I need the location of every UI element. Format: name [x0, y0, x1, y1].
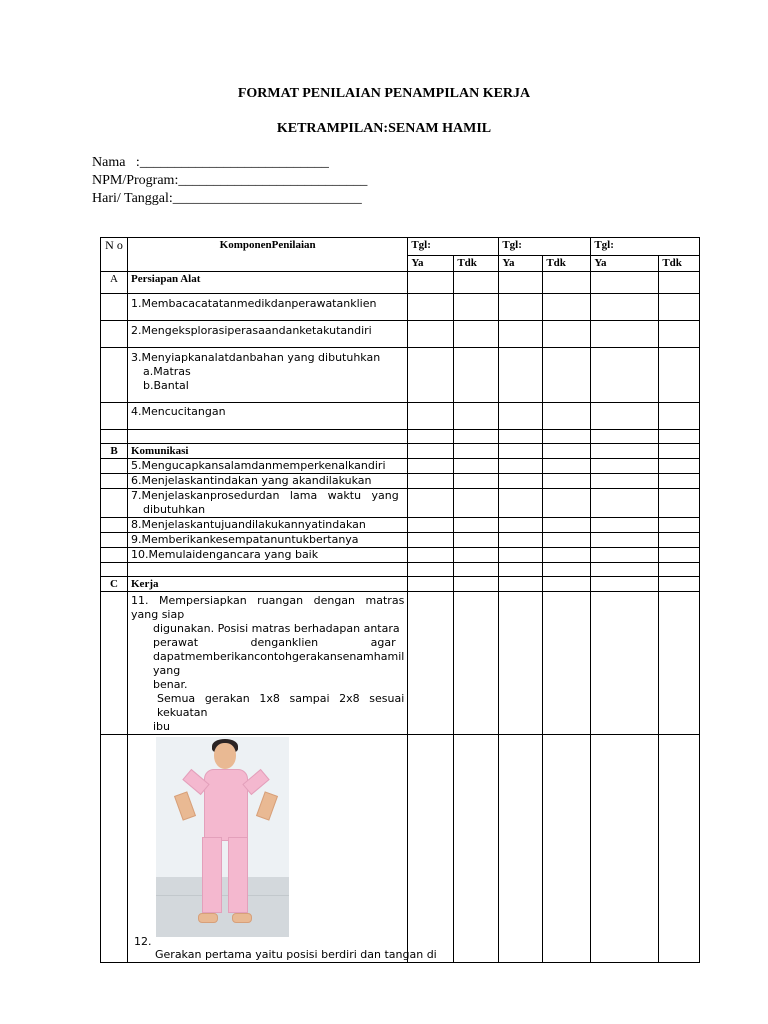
check-cell[interactable]	[499, 294, 543, 321]
section-title: Komunikasi	[128, 444, 408, 459]
item-row: 6.Menjelaskantindakan yang akandilakukan	[128, 474, 408, 489]
check-cell[interactable]	[591, 518, 659, 533]
assessment-table	[100, 237, 700, 963]
check-cell[interactable]	[499, 548, 543, 563]
check-cell[interactable]	[499, 489, 543, 518]
check-cell[interactable]	[499, 518, 543, 533]
check-cell[interactable]	[659, 272, 700, 294]
check-cell[interactable]	[659, 592, 700, 735]
item-row: 9.Memberikankesempatanuntukbertanya	[128, 533, 408, 548]
check-cell[interactable]	[408, 294, 454, 321]
check-cell[interactable]	[659, 474, 700, 489]
ya-header: Ya	[499, 256, 543, 272]
check-cell[interactable]	[454, 321, 499, 348]
section-letter: B	[101, 444, 128, 459]
check-cell[interactable]	[408, 272, 454, 294]
check-cell[interactable]	[408, 348, 454, 403]
check-cell[interactable]	[591, 294, 659, 321]
check-cell[interactable]	[499, 459, 543, 474]
check-cell[interactable]	[543, 474, 591, 489]
item-row: 8.Menjelaskantujuandilakukannyatindakan	[128, 518, 408, 533]
check-cell[interactable]	[543, 321, 591, 348]
check-cell[interactable]	[408, 533, 454, 548]
check-cell[interactable]	[543, 294, 591, 321]
check-cell[interactable]	[543, 548, 591, 563]
check-cell[interactable]	[591, 474, 659, 489]
item-row: 2.Mengeksplorasiperasaandanketakutandiri	[128, 321, 408, 348]
check-cell[interactable]	[499, 592, 543, 735]
check-cell[interactable]	[543, 735, 591, 963]
item-row: 5.Mengucapkansalamdanmemperkenalkandiri	[128, 459, 408, 474]
check-cell[interactable]	[543, 592, 591, 735]
check-cell[interactable]	[659, 735, 700, 963]
check-cell[interactable]	[499, 735, 543, 963]
check-cell[interactable]	[408, 735, 454, 963]
npm-field: NPM/Program:___________________________	[92, 173, 368, 188]
ya-header: Ya	[408, 256, 454, 272]
check-cell[interactable]	[454, 474, 499, 489]
document-title: FORMAT PENILAIAN PENAMPILAN KERJA	[237, 86, 531, 101]
check-cell[interactable]	[408, 592, 454, 735]
tgl-header-2: Tgl:	[499, 238, 591, 256]
check-cell[interactable]	[543, 489, 591, 518]
item-row: 1.Membacacatatanmedikdanperawatanklien	[128, 294, 408, 321]
item-row: 7.Menjelaskanprosedurdan lama waktu yang dibutuhkan	[128, 489, 408, 518]
check-cell[interactable]	[408, 548, 454, 563]
check-cell[interactable]	[659, 459, 700, 474]
check-cell[interactable]	[591, 321, 659, 348]
check-cell[interactable]	[659, 348, 700, 403]
check-cell[interactable]	[659, 489, 700, 518]
nama-field: Nama :___________________________	[92, 155, 329, 170]
tgl-header-3: Tgl:	[591, 238, 700, 256]
check-cell[interactable]	[499, 348, 543, 403]
check-cell[interactable]	[591, 735, 659, 963]
check-cell[interactable]	[591, 403, 659, 430]
check-cell[interactable]	[454, 348, 499, 403]
check-cell[interactable]	[591, 533, 659, 548]
check-cell[interactable]	[543, 403, 591, 430]
item-row	[128, 735, 437, 963]
section-title: Kerja	[128, 577, 408, 592]
tdk-header: Tdk	[454, 256, 499, 272]
section-letter: C	[101, 577, 128, 592]
check-cell[interactable]	[659, 518, 700, 533]
check-cell[interactable]	[454, 548, 499, 563]
item-row: 11. Mempersiapkan ruangan dengan matras yang siap digunakan. Posisi matras berhadapan antara perawat denganklien agar dapatmemberikancontohgerakansenamhamil yang benar. Semua gerakan 1x8 sampai 2x8 sesuai kekuatan ibu	[128, 592, 408, 735]
hari-tanggal-field: Hari/ Tanggal:___________________________	[92, 191, 362, 206]
check-cell[interactable]	[591, 592, 659, 735]
item-row: 4.Mencucitangan	[128, 403, 408, 430]
check-cell[interactable]	[591, 548, 659, 563]
col-no-header: N o	[101, 238, 128, 272]
check-cell[interactable]	[408, 459, 454, 474]
check-cell[interactable]	[454, 294, 499, 321]
check-cell[interactable]	[454, 533, 499, 548]
check-cell[interactable]	[543, 459, 591, 474]
tdk-header: Tdk	[543, 256, 591, 272]
col-komponen-header: KomponenPenilaian	[128, 238, 408, 272]
document-subtitle: KETRAMPILAN:SENAM HAMIL	[276, 121, 492, 136]
check-cell[interactable]	[454, 489, 499, 518]
item-number: 12.	[134, 935, 152, 948]
check-cell[interactable]	[543, 533, 591, 548]
check-cell[interactable]	[591, 272, 659, 294]
check-cell[interactable]	[454, 518, 499, 533]
check-cell[interactable]	[543, 518, 591, 533]
check-cell[interactable]	[659, 294, 700, 321]
check-cell[interactable]	[659, 321, 700, 348]
section-title: Persiapan Alat	[128, 272, 408, 294]
check-cell[interactable]	[499, 474, 543, 489]
check-cell[interactable]	[499, 533, 543, 548]
check-cell[interactable]	[499, 272, 543, 294]
item-text: Gerakan pertama yaitu posisi berdiri dan tangan di	[155, 948, 437, 961]
exercise-photo	[156, 737, 289, 937]
check-cell[interactable]	[408, 403, 454, 430]
check-cell[interactable]	[499, 321, 543, 348]
check-cell[interactable]	[454, 272, 499, 294]
tdk-header: Tdk	[659, 256, 700, 272]
item-row: 10.Memulaidengancara yang baik	[128, 548, 408, 563]
tgl-header-1: Tgl:	[408, 238, 499, 256]
check-cell[interactable]	[408, 489, 454, 518]
check-cell[interactable]	[591, 459, 659, 474]
check-cell[interactable]	[408, 518, 454, 533]
check-cell[interactable]	[454, 459, 499, 474]
check-cell[interactable]	[659, 548, 700, 563]
check-cell[interactable]	[408, 474, 454, 489]
check-cell[interactable]	[659, 533, 700, 548]
check-cell[interactable]	[454, 592, 499, 735]
check-cell[interactable]	[454, 735, 499, 963]
check-cell[interactable]	[591, 489, 659, 518]
check-cell[interactable]	[408, 321, 454, 348]
check-cell[interactable]	[591, 348, 659, 403]
check-cell[interactable]	[499, 403, 543, 430]
item-row: 3.Menyiapkanalatdanbahan yang dibutuhkan a.Matras b.Bantal	[128, 348, 408, 403]
check-cell[interactable]	[659, 403, 700, 430]
ya-header: Ya	[591, 256, 659, 272]
check-cell[interactable]	[454, 403, 499, 430]
check-cell[interactable]	[543, 272, 591, 294]
section-letter: A	[101, 272, 128, 294]
check-cell[interactable]	[543, 348, 591, 403]
